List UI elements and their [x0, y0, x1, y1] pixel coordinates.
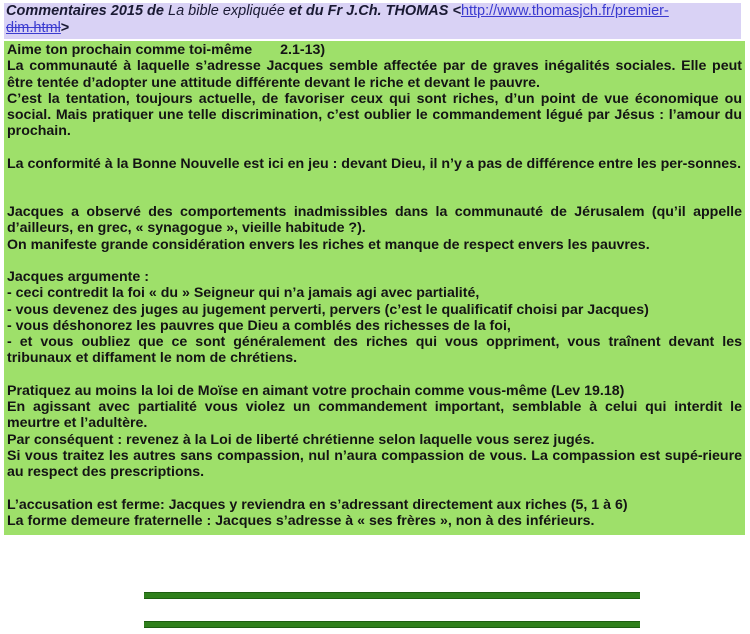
- paragraph: En agissant avec partialité vous violez un commandement important, semblable à celui qui interdit le meurtre et l’adultère.: [7, 399, 742, 432]
- header-prefix: Commentaires 2015 de: [6, 3, 168, 19]
- paragraph: Pratiquez au moins la loi de Moïse en aimant votre prochain comme vous-même (Lev 19.18): [7, 382, 625, 399]
- paragraph: Par conséquent : revenez à la Loi de liberté chrétienne selon laquelle vous serez jugés.: [7, 431, 595, 448]
- verse-reference: 2.1-13): [280, 42, 326, 58]
- paragraph: La forme demeure fraternelle : Jacques s’adresse à « ses frères », non à des inférieurs.: [7, 512, 595, 529]
- section-title-line: [7, 42, 742, 58]
- divider-bar: [144, 592, 640, 599]
- commentary-body: [4, 41, 745, 535]
- paragraph: La communauté à laquelle s’adresse Jacques semble affectée par de graves inégalités sociales. Elle peut être tentée d’adopter une attitude différente devant le riche et devant le pauvre.: [7, 58, 742, 91]
- list-item: - vous déshonorez les pauvres que Dieu a comblés des richesses de la foi,: [7, 317, 511, 334]
- header-link-part1: http://www.thomasjch.fr/premier-: [460, 3, 669, 19]
- paragraph: L’accusation est ferme: Jacques y reviendra en s’adressant directement aux riches (5, 1 à 6): [7, 496, 628, 513]
- paragraph: C’est la tentation, toujours actuelle, de favoriser ceux qui sont riches, d’un point de vue économique ou social. Mais pratiquer une telle discrimination, c’est oublier le commandement légué par Jésus : l’amour du prochain.: [7, 90, 742, 140]
- list-item: - et vous oubliez que ce sont généralement des riches qui vous oppriment, vous traînent devant les tribunaux et diffament le nom de chrétiens.: [7, 334, 742, 367]
- commentary-header: [4, 3, 741, 39]
- paragraph: Si vous traitez les autres sans compassion, nul n’aura compassion de vous. La compassion est supé-rieure au respect des prescriptions.: [7, 447, 742, 481]
- paragraph: Jacques argumente :: [7, 268, 149, 285]
- header-connector: et du Fr J.Ch. THOMAS <: [284, 3, 461, 19]
- paragraph: Jacques a observé des comportements inadmissibles dans la communauté de Jérusalem (qu’il appelle d’ailleurs, en grec, « synagogue », vieille habitude ?).: [7, 204, 742, 237]
- divider-bar: [144, 621, 640, 628]
- header-source: La bible expliquée: [168, 3, 285, 19]
- list-item: - vous devenez des juges au jugement perverti, pervers (c’est le qualificatif choisi par Jacques): [7, 301, 649, 318]
- section-title: Aime ton prochain comme toi-même: [7, 42, 253, 58]
- paragraph: La conformité à la Bonne Nouvelle est ici en jeu : devant Dieu, il n’y a pas de différence entre les per-sonnes.: [7, 155, 742, 172]
- paragraph: On manifeste grande considération envers les riches et manque de respect envers les pauvres.: [7, 236, 650, 253]
- header-link-part2: dim.html: [6, 20, 61, 36]
- header-suffix: >: [60, 20, 70, 36]
- list-item: - ceci contredit la foi « du » Seigneur qui n’a jamais agi avec partialité,: [7, 285, 480, 302]
